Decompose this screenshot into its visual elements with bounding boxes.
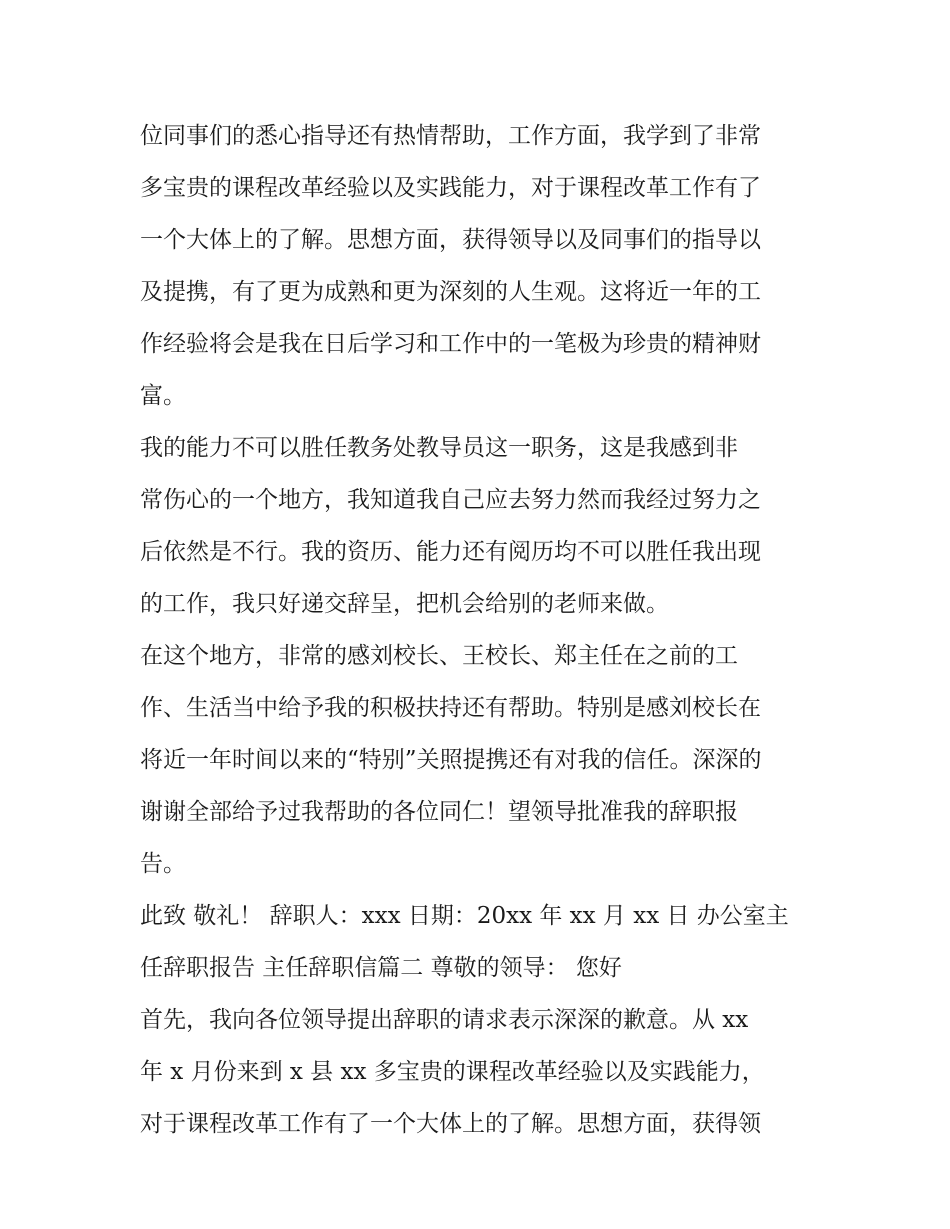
- document-body: [140, 110, 820, 1150]
- text-line: 作经验将会是我在日后学习和工作中的一笔极为珍贵的精神财: [140, 331, 761, 357]
- text-line: 多宝贵的课程改革经验以及实践能力，对于课程改革工作有了: [140, 175, 761, 201]
- text-line: 任辞职报告 主任辞职信篇二 尊敬的领导： 您好: [140, 955, 622, 981]
- text-line: 的工作，我只好递交辞呈，把机会给别的老师来做。: [140, 591, 669, 617]
- text-line: 告。: [140, 851, 186, 877]
- text-line: 首先，我向各位领导提出辞职的请求表示深深的歉意。从 xx: [140, 1007, 749, 1033]
- text-line: 此致 敬礼！ 辞职人：xxx 日期：20xx 年 xx 月 xx 日 办公室主: [140, 903, 789, 929]
- text-line: 一个大体上的了解。思想方面，获得领导以及同事们的指导以: [140, 227, 761, 253]
- text-line: 谢谢全部给予过我帮助的各位同仁！望领导批准我的辞职报: [140, 799, 738, 825]
- text-line: 后依然是不行。我的资历、能力还有阅历均不可以胜任我出现: [140, 539, 761, 565]
- text-line: 我的能力不可以胜任教务处教导员这一职务，这是我感到非: [140, 435, 738, 461]
- text-line: 作、生活当中给予我的积极扶持还有帮助。特别是感刘校长在: [140, 695, 761, 721]
- text-line: 富。: [140, 383, 186, 409]
- text-line: 年 x 月份来到 x 县 xx 多宝贵的课程改革经验以及实践能力，: [140, 1059, 765, 1085]
- text-line: 及提携，有了更为成熟和更为深刻的人生观。这将近一年的工: [140, 279, 761, 305]
- text-line: 在这个地方，非常的感刘校长、王校长、郑主任在之前的工: [140, 643, 738, 669]
- text-line: 将近一年时间以来的“特别”关照提携还有对我的信任。深深的: [140, 747, 762, 773]
- text-line: 常伤心的一个地方，我知道我自己应去努力然而我经过努力之: [140, 487, 761, 513]
- text-line: 位同事们的悉心指导还有热情帮助，工作方面，我学到了非常: [140, 123, 761, 149]
- text-line: 对于课程改革工作有了一个大体上的了解。思想方面，获得领: [140, 1111, 761, 1137]
